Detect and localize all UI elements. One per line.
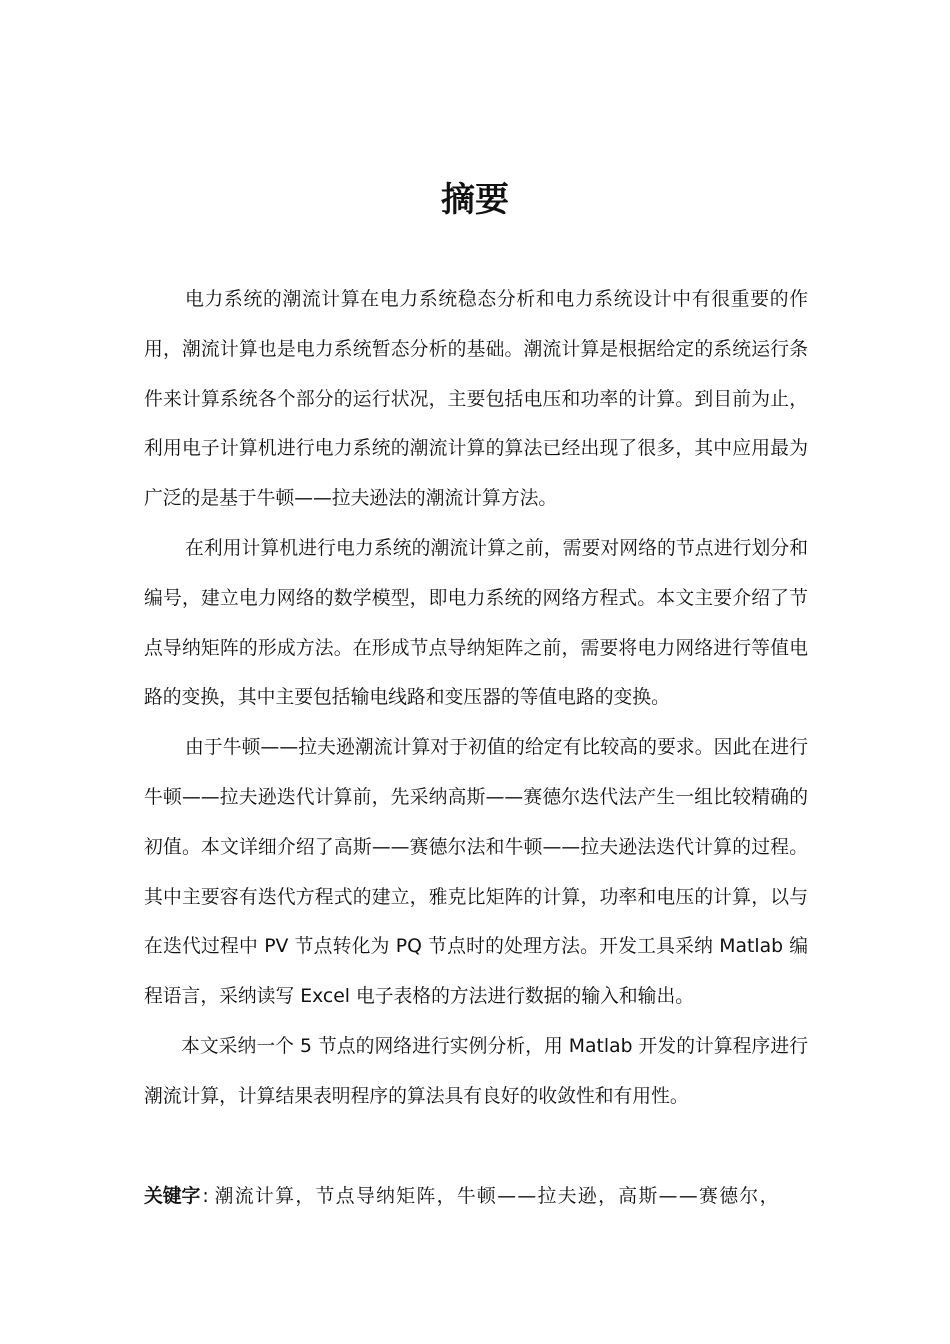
abstract-paragraph-4: 本文采纳一个 5 节点的网络进行实例分析，用 Matlab 开发的计算程序进行潮流计算，计算结果表明程序的算法具有良好的收敛性和有用性。 [144, 1035, 808, 1107]
keywords-separator: : [202, 1186, 209, 1207]
keywords-line [144, 1172, 844, 1222]
keywords-label: 关键字 [144, 1186, 201, 1207]
abstract-paragraph-2: 在利用计算机进行电力系统的潮流计算之前，需要对网络的节点进行划分和编号，建立电力网络的数学模型，即电力系统的网络方程式。本文主要介绍了节点导纳矩阵的形成方法。在形成节点导纳矩阵之前，需要将电力网络进行等值电路的变换，其中主要包括输电线路和变压器的等值电路的变换。 [144, 537, 808, 709]
abstract-paragraph-3: 由于牛顿——拉夫逊潮流计算对于初值的给定有比较高的要求。因此在进行牛顿——拉夫逊迭代计算前，先采纳高斯——赛德尔迭代法产生一组比较精确的初值。本文详细介绍了高斯——赛德尔法和牛顿——拉夫逊法迭代计算的过程。其中主要容有迭代方程式的建立，雅克比矩阵的计算，功率和电压的计算，以与在迭代过程中 PV 节点转化为 PQ 节点时的处理方法。开发工具采纳 Matlab 编程语言，采纳读写 Excel 电子表格的方法进行数据的输入和输出。 [144, 737, 808, 1008]
abstract-body [144, 275, 808, 1122]
page-title: 摘要 [441, 180, 509, 220]
keywords-values: 潮流计算，节点导纳矩阵，牛顿——拉夫逊，高斯——赛德尔， [214, 1186, 780, 1207]
abstract-paragraph-1: 电力系统的潮流计算在电力系统稳态分析和电力系统设计中有很重要的作用，潮流计算也是电力系统暂态分析的基础。潮流计算是根据给定的系统运行条件来计算系统各个部分的运行状况，主要包括电压和功率的计算。到目前为止，利用电子计算机进行电力系统的潮流计算的算法已经出现了很多，其中应用最为广泛的是基于牛顿——拉夫逊法的潮流计算方法。 [144, 289, 808, 510]
